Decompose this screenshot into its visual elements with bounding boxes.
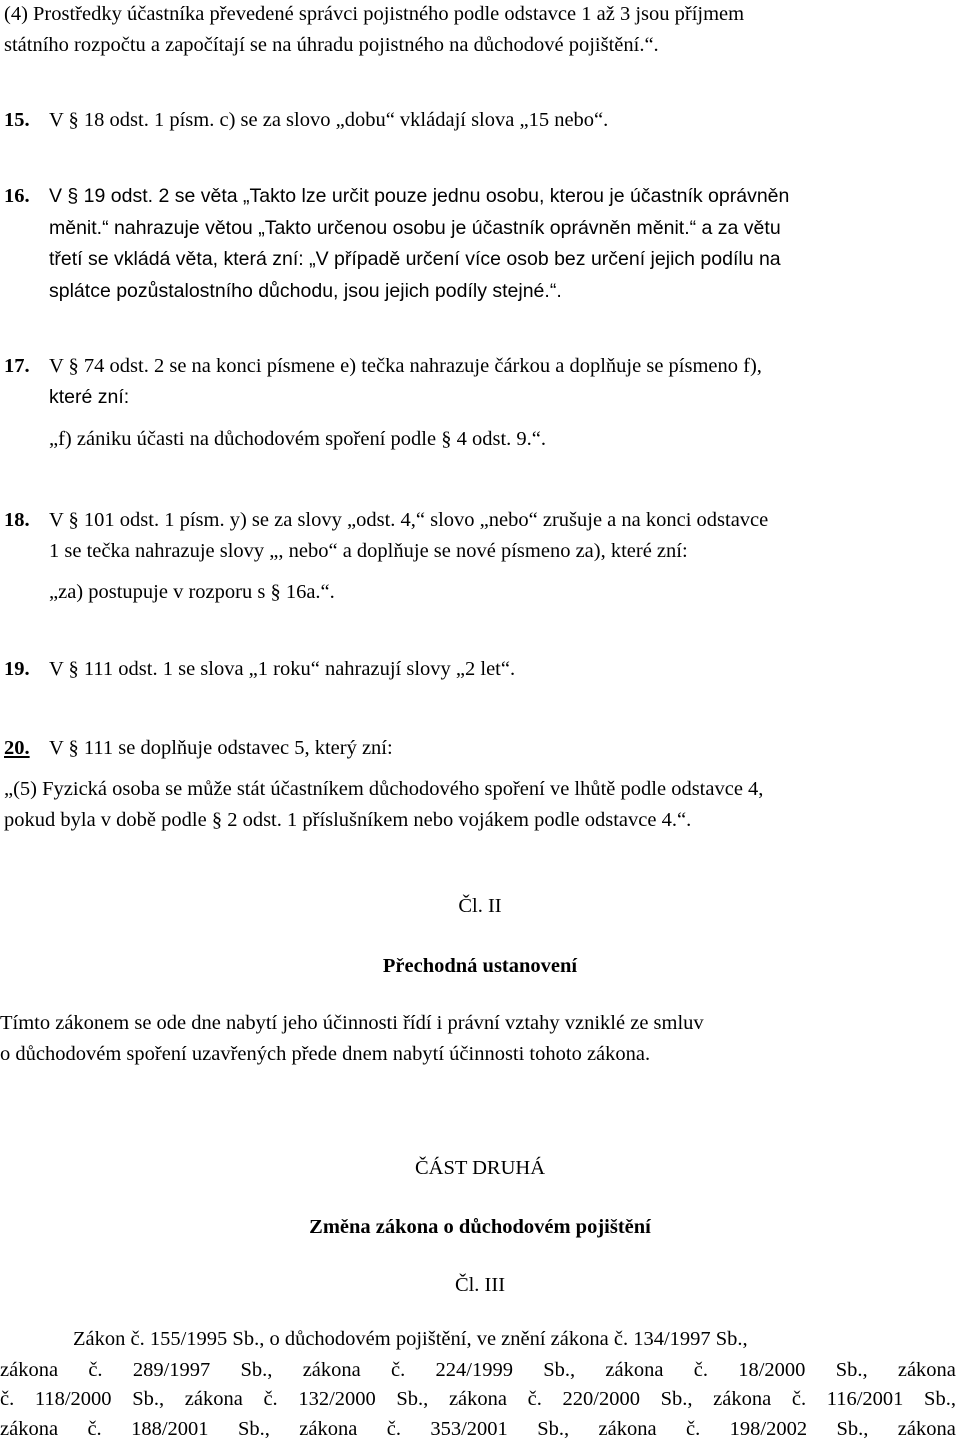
word: zákona	[0, 1359, 59, 1381]
word: 353/2001	[430, 1418, 508, 1440]
article-3-text-line-3	[0, 1389, 956, 1410]
item-text: V § 111 se doplňuje odstavec 5, který zní:	[49, 737, 393, 759]
item-text: V § 19 odst. 2 se věta „Takto lze určit pouze jednu osobu, kterou je účastník oprávněn	[49, 185, 790, 207]
word: zákona	[598, 1418, 657, 1440]
word: Sb.,	[240, 1359, 273, 1381]
item-16-line-3: třetí se vkládá věta, která zní: „V případě určení více osob bez určení jejich podílu na	[49, 248, 781, 270]
item-number: 20.	[4, 737, 30, 759]
word: zákona	[713, 1388, 772, 1410]
item-text: V § 74 odst. 2 se na konci písmene e) tečka nahrazuje čárkou a doplňuje se písmeno f),	[49, 355, 762, 377]
item-text: V § 18 odst. 1 písm. c) se za slovo „dobu“ vkládají slova „15 nebo“.	[49, 109, 609, 131]
article-2-heading: Přechodná ustanovení	[382, 955, 578, 977]
article-3-text-line-4	[0, 1419, 956, 1440]
word: č.	[386, 1418, 401, 1440]
item-16-line-1	[4, 186, 789, 207]
item-18-quote: „za) postupuje v rozporu s § 16a.“.	[49, 581, 335, 603]
word: č.	[0, 1388, 15, 1410]
item-text: V § 111 odst. 1 se slova „1 roku“ nahrazují slovy „2 let“.	[49, 658, 516, 680]
paragraph-4-line-1: (4) Prostředky účastníka převedené správci pojistného podle odstavce 1 až 3 jsou příjmem	[4, 3, 745, 25]
word: č.	[263, 1388, 278, 1410]
part-2-heading: Změna zákona o důchodovém pojištění	[309, 1216, 651, 1238]
word: č.	[693, 1359, 708, 1381]
item-number: 16.	[4, 185, 30, 207]
word: Sb.,	[660, 1388, 693, 1410]
article-2-text-line-1: Tímto zákonem se ode dne nabytí jeho účinnosti řídí i právní vztahy vzniklé ze smluv	[0, 1012, 704, 1034]
item-16-line-4: splátce pozůstalostního důchodu, jsou jejich podíly stejné.“.	[49, 280, 562, 302]
word: Sb.,	[237, 1418, 270, 1440]
item-17-quote: „f) zániku účasti na důchodovém spoření podle § 4 odst. 9.“.	[49, 428, 546, 450]
item-number: 19.	[4, 658, 30, 680]
word: 224/1999	[435, 1359, 513, 1381]
word: 118/2000	[34, 1388, 112, 1410]
word: Sb.,	[132, 1388, 165, 1410]
paragraph-4-line-2: státního rozpočtu a započítají se na úhradu pojistného na důchodové pojištění.“.	[4, 34, 659, 56]
article-3-label: Čl. III	[454, 1274, 506, 1296]
word: zákona	[897, 1418, 956, 1440]
item-number: 15.	[4, 109, 30, 131]
part-2-label: ČÁST DRUHÁ	[414, 1157, 546, 1179]
word: 220/2000	[562, 1388, 640, 1410]
word: zákona	[448, 1388, 507, 1410]
item-text: V § 101 odst. 1 písm. y) se za slovy „odst. 4,“ slovo „nebo“ zrušuje a na konci odstavce	[49, 509, 769, 531]
item-17-line-1	[4, 356, 762, 377]
word: zákona	[605, 1359, 664, 1381]
word: 198/2002	[729, 1418, 808, 1440]
word: č.	[527, 1388, 542, 1410]
item-20	[4, 738, 393, 759]
item-19	[4, 659, 515, 680]
article-3-text-line-1: Zákon č. 155/1995 Sb., o důchodovém pojištění, ve znění zákona č. 134/1997 Sb.,	[73, 1328, 748, 1350]
word: 18/2000	[738, 1359, 806, 1381]
word: č.	[791, 1388, 807, 1410]
item-18-line-1	[4, 510, 768, 531]
word: 132/2000	[298, 1388, 376, 1410]
item-20-quote-line-1: „(5) Fyzická osoba se může stát účastníkem důchodového spoření ve lhůtě podle odstavce 4,	[4, 778, 764, 800]
word: zákona	[184, 1388, 243, 1410]
word: zákona	[302, 1359, 361, 1381]
word: zákona	[0, 1418, 59, 1440]
word: č.	[87, 1418, 102, 1440]
word: zákona	[299, 1418, 358, 1440]
item-16-line-2: měnit.“ nahrazuje větou „Takto určenou osobu je účastník oprávněn měnit.“ a za větu	[49, 217, 781, 239]
word: Sb.,	[537, 1418, 570, 1440]
word: č.	[391, 1359, 406, 1381]
word: Sb.,	[924, 1388, 956, 1410]
item-15	[4, 110, 608, 131]
item-20-quote-line-2: pokud byla v době podle § 2 odst. 1 příslušníkem nebo vojákem podle odstavce 4.“.	[4, 809, 692, 831]
word: č.	[685, 1418, 701, 1440]
item-number: 18.	[4, 509, 30, 531]
word: Sb.,	[835, 1359, 868, 1381]
item-17-line-2: které zní:	[49, 386, 130, 408]
word: 289/1997	[132, 1359, 211, 1381]
word: zákona	[897, 1359, 956, 1381]
word: Sb.,	[543, 1359, 576, 1381]
article-3-text-line-2	[0, 1360, 956, 1381]
item-number: 17.	[4, 355, 30, 377]
word: 116/2001	[826, 1388, 904, 1410]
word: 188/2001	[131, 1418, 209, 1440]
word: Sb.,	[836, 1418, 869, 1440]
article-2-label: Čl. II	[458, 895, 502, 917]
word: č.	[88, 1359, 103, 1381]
article-2-text-line-2: o důchodovém spoření uzavřených přede dnem nabytí účinnosti tohoto zákona.	[0, 1043, 651, 1065]
word: Sb.,	[396, 1388, 429, 1410]
item-18-line-2: 1 se tečka nahrazuje slovy „, nebo“ a doplňuje se nové písmeno za), které zní:	[49, 540, 688, 562]
